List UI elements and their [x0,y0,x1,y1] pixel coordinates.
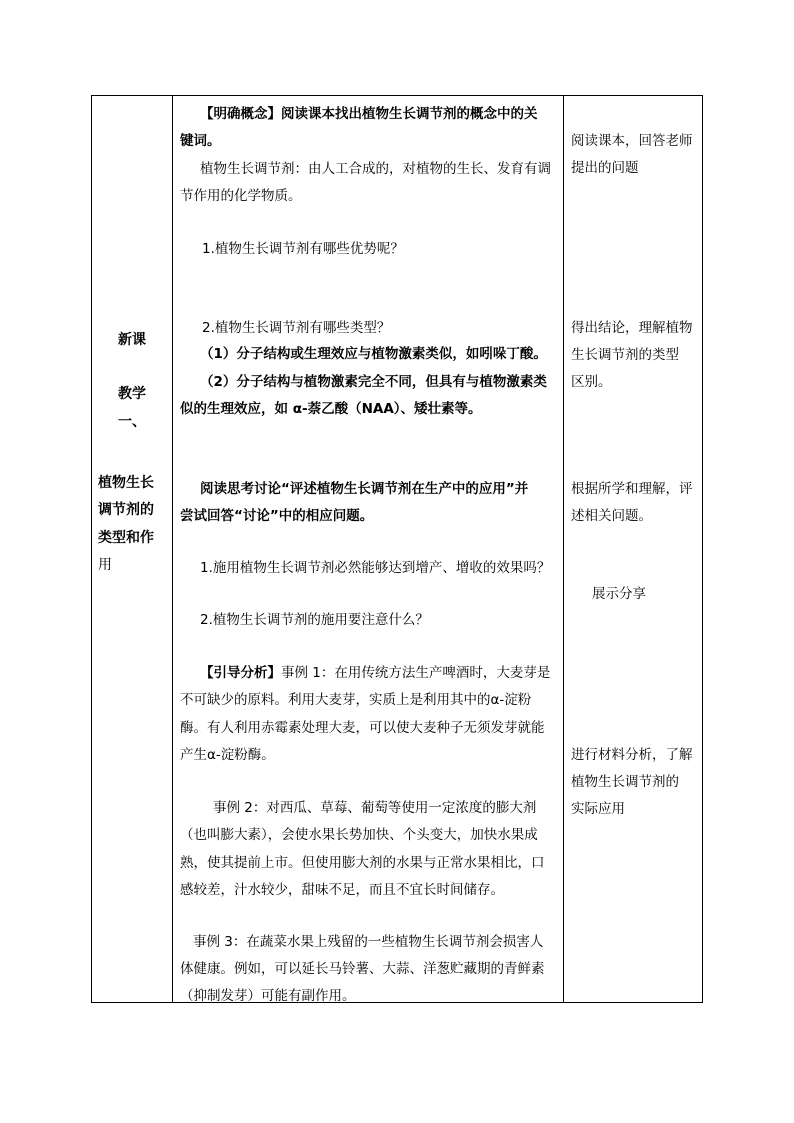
activity-line: 根据所学和理解，评 [571,481,693,497]
activity-line: 生长调节剂的类型 [571,347,679,363]
activity-line: 进行材料分析，了解 [571,747,693,763]
heading-line: 调节剂的 [98,502,154,518]
discussion-prompt: 阅读思考讨论“评述植物生长调节剂在生产中的应用”并 [200,481,529,497]
heading-line: 植物生长 [98,475,154,491]
text-line: （也叫膨大素），会使水果长势加快、个头变大，加快水果成 [180,827,538,843]
text-line: 熟，使其提前上市。但使用膨大剂的水果与正常水果相比，口 [180,855,545,871]
heading-line: 用 [98,557,112,573]
heading-line: 教学 [118,386,146,402]
guided-analysis: 【引导分析】事例 1：在用传统方法生产啤酒时，大麦芽是 [200,665,551,681]
activity-line: 述相关问题。 [571,508,652,524]
text-line: 产生α-淀粉酶。 [180,747,275,763]
discussion-question-1: 1.施用植物生长调节剂必然能够达到增产、增收的效果吗？ [200,560,551,576]
concept-paragraph: 【明确概念】阅读课本找出植物生长调节剂的概念中的关 [200,106,538,122]
text-line: 酶。有人利用赤霉素处理大麦，可以使大麦种子无须发芽就能 [180,720,545,736]
column-divider [172,96,173,1002]
text-line: 植物生长调节剂：由人工合成的，对植物的生长、发育有调 [200,161,551,177]
activity-line: 植物生长调节剂的 [571,774,679,790]
heading-line: 新课 [118,332,146,348]
text-line: 似的生理效应，如 α-萘乙酸（NAA）、矮壮素等。 [180,401,482,417]
heading-line: 一、 [118,414,146,430]
example-3: 事例 3：在蔬菜水果上残留的一些植物生长调节剂会损害人 [193,934,544,950]
text-line: 节作用的化学物质。 [180,188,302,204]
text-line: 感较差，汁水较少，甜味不足，而且不宜长时间储存。 [180,882,504,898]
example-2: 事例 2：对西瓜、草莓、葡萄等使用一定浓度的膨大剂 [213,800,537,816]
text-line: 体健康。例如，可以延长马铃薯、大蒜、洋葱贮藏期的青鲜素 [180,961,545,977]
question-1: 1.植物生长调节剂有哪些优势呢？ [202,241,404,257]
type-2: （2）分子结构与植物激素完全不同，但具有与植物激素类 [200,374,547,390]
discussion-question-2: 2.植物生长调节剂的施用要注意什么？ [200,612,429,628]
text-line: （抑制发芽）可能有副作用。 [180,988,356,1004]
type-1: （1）分子结构或生理效应与植物激素类似，如吲哚丁酸。 [200,346,547,362]
guided-analysis-tag: 【引导分析】 [200,665,281,681]
activity-line: 实际应用 [571,801,625,817]
lesson-table [91,95,703,1003]
text-line: 不可缺少的原料。利用大麦芽，实质上是利用其中的α-淀粉 [180,692,532,708]
activity-line: 阅读课本，回答老师 [571,133,693,149]
activity-line: 区别。 [571,374,612,390]
text-line: 尝试回答“讨论”中的相应问题。 [180,508,374,524]
column-divider [563,96,564,1002]
concept-tag: 【明确概念】 [200,106,281,122]
heading-line: 类型和作 [98,530,154,546]
question-2: 2.植物生长调节剂有哪些类型？ [202,320,391,336]
activity-line: 得出结论，理解植物 [571,320,693,336]
text-line: 键词。 [180,133,221,149]
activity-line: 展示分享 [592,586,646,602]
activity-line: 提出的问题 [571,160,639,176]
